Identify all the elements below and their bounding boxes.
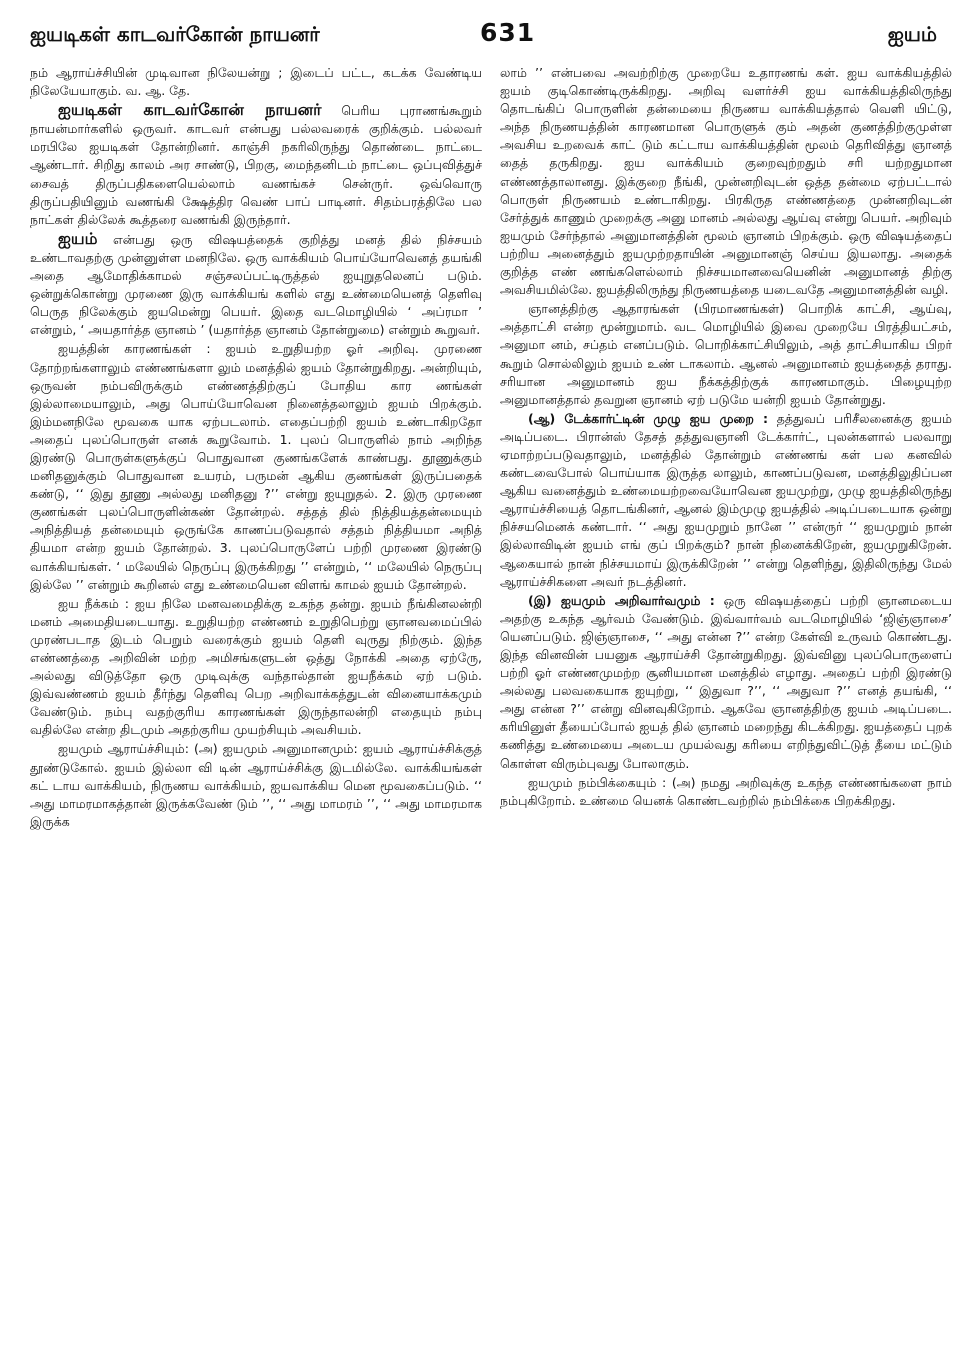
text-body: [30, 64, 952, 1354]
running-head-left: ஐயடிகள் காடவர்கோன் நாயனர்: [30, 22, 320, 46]
entry-heading: ஐயம்: [58, 228, 98, 248]
left-column: [30, 64, 482, 1354]
subsection-descartes: [500, 410, 952, 591]
page-header: [30, 10, 945, 54]
subsection-curiosity: [500, 592, 952, 773]
paragraph: லாம் ’’ என்பவை அவற்றிற்கு முறையே உதாரணங் கள். ஐய வாக்கியத்தில் ஐயம் குடிகொண்டிருக்கிறது. அறிவு வளர்ச்சி ஐய வாக்கியத்திலிருந்து தொடங்கிப் பொருளின் தன்மையை நிருணய வாக்கியத்தால் வெளி யிட்டு, அந்த நிருணயத்தின் காரணமான பொருளுக் கும் அதன் குணத்திற்குமுள்ள அவசிய உறவைக் காட் டும் கட்டாய வாக்கியத்தின் மூலம் தெரிவித்து ஞானத் தைத் தருகிறது. ஐய வாக்கியம் குறைவுற்றதும் சரி யற்றதுமான எண்ணத்தாலானது. இக்குறை நீங்கி, முன்னறிவுடன் ஒத்த தன்மை ஏற்பட்டால் பொருள் நிருணயம் உண்டாகிறது. பிரகிருத எண்ணத்தை முன்னறிவுடன் சேர்த்துக் காணும் முறைக்கு அனு மானம் அல்லது ஆய்வு என்று பெயர். அறிவும் ஐயமும் சேர்ந்தால் அனுமானத்தின் மூலம் ஞானம் பிறக்கும். ஒரு விஷயத்தைப் பற்றிய அனைத்தும் ஐயமுற்றதாயின் அனுமானஞ் செய்ய இயலாது. அதைக் குறித்த எண் ணங்களெல்லாம் நிச்சயமானவையெனின் அனுமானத் திற்கு அவசியமில்லே. ஐயத்திலிருந்து நிருணயத்தை யடைவதே அனுமானத்தின் வழி.: [500, 65, 952, 298]
paragraph: ஐயமும் ஆராய்ச்சியும்: (அ) ஐயமும் அனுமானமும்: ஐயம் ஆராய்ச்சிக்குத் தூண்டுகோல். ஐயம் இல்லா வி டின் ஆராய்ச்சிக்கு இடமில்லே. வாக்கியங்கள் கட் டாய வாக்கியம், நிருணய வாக்கியம், ஐயவாக்கிய மென மூவகைப்படும். ‘‘ அது மாமரமாகத்தான் இருக்கவேண் டும் ’’, ‘‘ அது மாமரம் ’’, ‘‘ அது மாமரமாக இருக்க: [30, 741, 482, 829]
entry-aiyadigal: [30, 101, 482, 229]
paragraph: ஐயமும் நம்பிக்கையும் : (அ) நமது அறிவுக்கு உகந்த எண்ணங்களை நாம் நம்புகிறோம். உண்மை யெனக் கொண்டவற்றில் நம்பிக்கை பிறக்கிறது.: [500, 774, 952, 808]
subsection-heading: (இ) ஐயமும் அறிவார்வமும் :: [528, 592, 715, 608]
subsection-text: ஒரு விஷயத்தைப் பற்றி ஞானமடைய அதற்கு உகந்த ஆர்வம் வேண்டும். இவ்வார்வம் வடமொழியில் ‘ஜிஞ்ஞாசை’ யெனப்படும். ஜிஞ்ஞாசை, ‘‘ அது என்ன ?’’ என்ற கேள்வி உருவம் கொண்டது. இந்த வினவின் பயனுக ஆராய்ச்சி தோன்றுகிறது. இவ்வினு புலப்பொருளைப் பற்றி ஓர் எண்ணமுமற்ற சூனியமான மனத்தில் எழாது. அதைப் பற்றி இரண்டு அல்லது பலவகையாக ஐயுற்று, ‘‘ இதுவா ?’’, ‘‘ அதுவா ?’’ எனத் தயங்கி, ‘‘ அது என்ன ?’’ என்று வினவுகிறோம். ஆகவே ஞானத்திற்கு ஐயம் அடிப்படை. கரியினுள் தீயைப்போல் ஐயத் தில் ஞானம் மறைந்து கிடக்கிறது. ஐயத்தைப் புறக் கணித்து உண்மையை அடைய முயல்வது கரியை எறிந்துவிட்டுத் தீயை மட்டும் கொள்ள விரும்புவது போலாகும்.: [500, 592, 952, 771]
paragraph: ஞானத்திற்கு ஆதாரங்கள் (பிரமாணங்கள்) பொறிக் காட்சி, ஆய்வு, அத்தாட்சி என்ற மூன்றுமாம். வட மொழியில் இவை முறையே பிரத்தியட்சம், அனுமா னம், சப்தம் எனப்படும். பொறிக்காட்சியிலும், அத் தாட்சியாகிய பிறர் கூறும் சொல்லிலும் ஐயம் உண் டாகலாம். ஆனல் அனுமானம் ஐயத்தைத் தராது. சரியான அனுமானம் ஐய நீக்கத்திற்குக் காரணமாகும். பிழையுற்ற அனுமானத்தால் தவறுன ஞானம் ஏற் படுமே யன்றி ஐயம் தோன்றுது.: [500, 301, 952, 407]
right-column: [500, 64, 952, 1354]
subsection-text: தத்துவப் பரிசீலனைக்கு ஐயம் அடிப்படை. பிரான்ஸ் தேசத் தத்துவஞானி டேக்கார்ட், புலன்களால் பலவாறு ஏமாற்றப்படுவதாலும், மனத்தில் தோன்றும் எண்ணங் கள் பல கனவில் கண்டவைபோல் பொய்யாக இருத்த லாலும், காணப்படுவன, மனத்திலுதிப்பன ஆகிய வனைத்தும் உண்மையற்றவையோவென ஐயமுற்று, முழு ஐயத்திலிருந்து ஆராய்ச்சியைத் தொடங்கினர், ஆனல் இம்முழு ஐயத்தில் அடிப்படையாக ஒன்று நிச்சயமெனக் கண்டார். ‘‘ அது ஐயமுறும் நானே ’’ என்ருர் ‘‘ ஐயமுறும் நான் இல்லாவிடின் ஐயம் எங் குப் பிறக்கும்? நான் நினைக்கிறேன், ஐயமுறுகிறேன். ஆகையால் நான் நிச்சயமாய் இருக்கிறேன் ’’ என்று தெளிந்து, இதிலிருந்து மேல் ஆராய்ச்சிகளை அவர் நடத்தினர்.: [500, 410, 952, 589]
running-head-right: ஐயம்: [887, 22, 937, 46]
entry-text: பெரிய புராணங்கூறும் நாயன்மார்களில் ஒருவர். காடவர் என்பது பல்லவரைக் குறிக்கும். பல்லவர் மரபிலே ஐயடிகள் தோன்றினர். காஞ்சி நகரிலிருந்து தொண்டை நாட்டை ஆண்டார். சிறிது காலம் அர சாண்டு, பிறகு, மைந்தனிடம் நாட்டை ஒப்புவித்துச் சைவத் திருப்பதிகளையெல்லாம் வணங்கச் சென்ருர். ஒவ்வொரு திருப்பதியினும் வணங்கி க்ஷேத்திர வெண் பாப் பாடினர். சிதம்பரத்திலே பல நாட்கள் தில்லேக் கூத்தரை வணங்கி இருந்தார்.: [30, 103, 482, 227]
entry-aiyam: [30, 230, 482, 340]
page-number: 631: [480, 18, 536, 47]
paragraph: ஐயத்தின் காரணங்கள் : ஐயம் உறுதியற்ற ஓர் அறிவு. முரணை தோற்றங்களாலும் எண்ணங்களா லும் மனத்தில் ஐயம் தோன்றுகிறது. அன்றியும், ஒருவன் நம்பவிருக்கும் எண்ணத்திற்குப் போதிய கார ணங்கள் இல்லாமையாலும், அது பொய்யோவென நினைத்தலாலும் ஐயம் பிறக்கும். இம்மனநிலே மூவகை யாக ஏற்படலாம். எதைப்பற்றி ஐயம் உண்டாகிறதோ அதைப் புலப்பொருள் எனக் கூறுவோம். 1. புலப் பொருளில் நாம் அறிந்த இரண்டு பொருள்களுக்குப் பொதுவான குணங்களேக் காண்பது. தூணுக்கும் மனிதனுக்கும் பொதுவான உயரம், பருமன் ஆகிய குணங்கள் இருப்பதைக் கண்டு, ‘‘ இது தூணு அல்லது மனிதனு ?’’ என்று ஐயுறுதல். 2. இரு முரணை குணங்கள் புலப்பொருளின்கண் தோன்றல். சத்தத் தில் நித்தியத்தன்மையும் அநித்தியத் தன்மையும் ஒருங்கே காணப்படுவதால் சத்தம் நித்தியமா அநித் தியமா என்ற ஐயம் தோன்றல். 3. புலப்பொருளேப் பற்றி முரணை இரண்டு வாக்கியங்கள். ‘ மலேயில் நெருப்பு இருக்கிறது ’’ என்றும், ‘‘ மலேயில் நெருப்பு இல்லே ’’ என்றும் கூறினல் எது உண்மையென விளங் காமல் ஐயம் தோன்றல்.: [30, 341, 482, 592]
paragraph: ஐய நீக்கம் : ஐய நிலே மனவமைதிக்கு உகந்த தன்று. ஐயம் நீங்கினலன்றி மனம் அமைதியடையாது. உறுதியற்ற எண்ணம் உறுதிபெற்று ஞானவமைப்பில் முரண்படாத இடம் பெறும் வரைக்கும் ஐயம் தெளி வுருது நிற்கும். இந்த எண்ணத்தை அறிவின் மற்ற அமிசங்களுடன் ஒத்து நோக்கி அதை ஏற்ருே, அல்லது விடுத்தோ ஒரு முடிவுக்கு வந்தால்தான் ஐயநீக்கம் ஏற் படும். இவ்வண்ணம் ஐயம் தீர்ந்து தெளிவு பெற அறிவாக்கத்துடன் வினையாக்கமும் வேண்டும். நம்பு வதற்குரிய காரணங்கள் இருந்தாலன்றி எதையும் நம்பு வதில்லே என்ற திடமும் அதற்குரிய முயற்சியும் அவசியம்.: [30, 595, 482, 738]
subsection-heading: (ஆ) டேக்கார்ட்டின் முழு ஐய முறை :: [528, 410, 768, 426]
paragraph: நம் ஆராய்ச்சியின் முடிவான நிலேயன்று ; இடைப் பட்ட, கடக்க வேண்டிய நிலேயேயாகும். வ. ஆ. தே.: [30, 65, 482, 99]
entry-heading: ஐயடிகள் காடவர்கோன் நாயனர்: [58, 100, 322, 120]
entry-text: என்பது ஒரு விஷயத்தைக் குறித்து மனத் தில் நிச்சயம் உண்டாவதற்கு முன்னுள்ள மனநிலே. ஒரு வாக்கியம் பொய்யோவெனத் தயங்கி அதை ஆமோதிக்காமல் சஞ்சலப்பட்டிருத்தல் ஐயுறுதலெனப் படும். ஒன்றுக்கொன்று முரணை இரு வாக்கியங் களில் எது உண்மையெனத் தெளிவு பெருத நிலேக்கும் ஐயமென்று பெயர். இதை வடமொழியில் ‘ அப்ரமா ’ என்றும், ‘ அயதார்த்த ஞானம் ’ (யதார்த்த ஞானம் தோன்றுமை) என்றும் கூறுவர்.: [30, 231, 482, 338]
